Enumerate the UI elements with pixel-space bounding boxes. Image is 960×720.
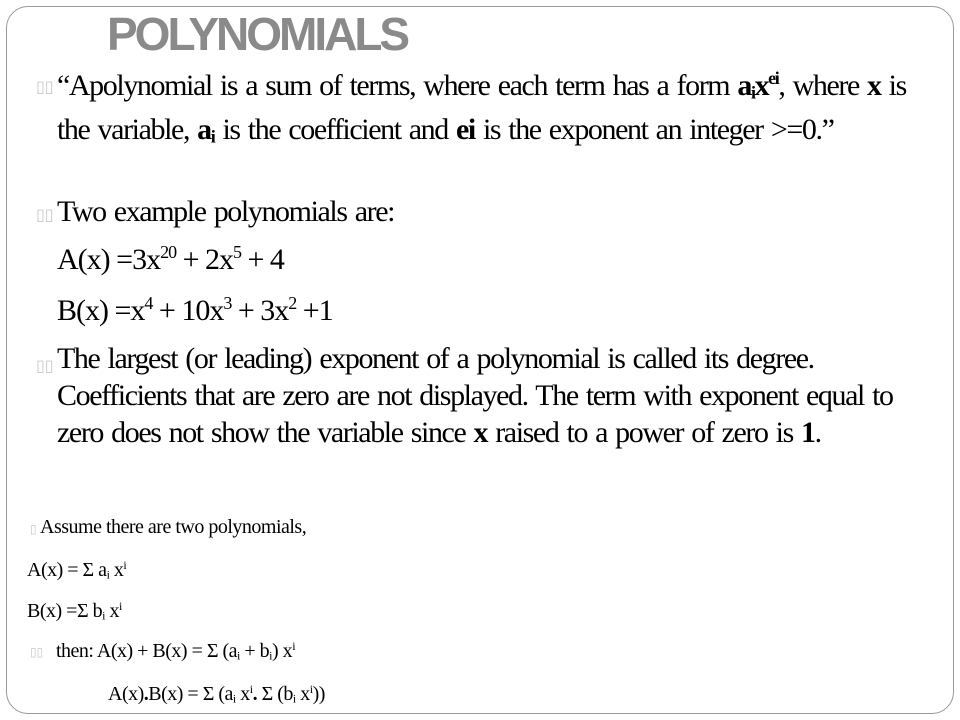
- product-formula: A(x).B(x) = Σ ($a_i$ $x^i$. Σ ($b_i$ $x^i$)): [108, 682, 325, 706]
- polynomial-b: $B(x) =x^4 + 10x^3 + 3x^2 +1$: [57, 293, 333, 327]
- square-bullet-icon: ▯▯: [36, 356, 54, 375]
- sum-formula-b: B(x) =Σ $b_i$ $x^i$: [27, 599, 122, 623]
- polynomial-a: $A(x) =3x^{20} + 2x^5 + 4$: [57, 242, 284, 276]
- addition-formula: then: A(x) + B(x) = Σ $(a_i + b_i)$ $x^i$: [56, 639, 296, 663]
- definition-paragraph: “Apolynomial is a sum of terms, where each term has a form $a_ix^{ei}$, where x is the variable, $a_i$ is the coefficient and ei is the exponent an integer >=0.”: [57, 68, 906, 147]
- square-bullet-icon: ▯▯: [36, 205, 54, 224]
- sum-formula-a: A(x) = Σ $a_i$ $x^i$: [27, 558, 127, 582]
- square-bullet-icon: ▯▯: [36, 77, 54, 96]
- examples-intro: Two example polynomials are:: [57, 195, 395, 228]
- assume-text: Assume there are two polynomials,: [40, 516, 307, 538]
- square-bullet-icon: ▯▯: [30, 645, 44, 659]
- slide-title: POLYNOMIALS: [107, 8, 408, 60]
- square-bullet-icon: ▯: [30, 522, 37, 536]
- degree-paragraph: The largest (or leading) exponent of a polynomial is called its degree. Coefficients that are zero are not displayed. The term with exponent equal to zero does not show the variable since x raised to a power of zero is 1.: [57, 342, 893, 449]
